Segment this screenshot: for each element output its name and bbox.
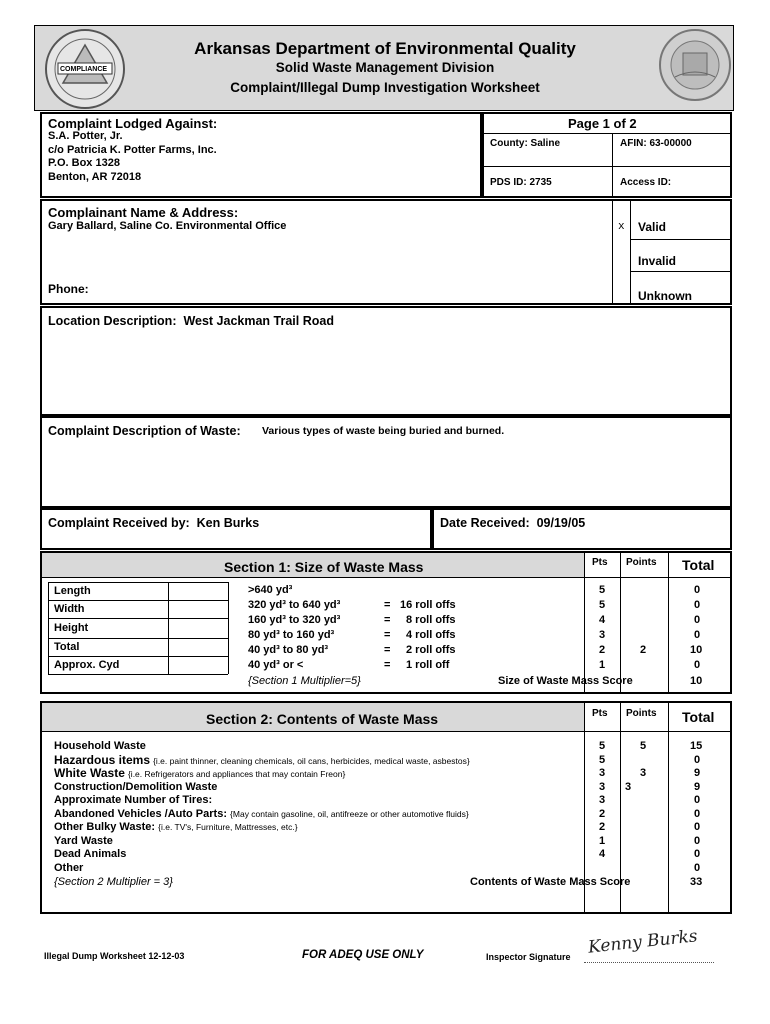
contents-row <box>42 821 730 834</box>
contents-label-text: Dead Animals <box>54 848 127 860</box>
size-range: 40 yd³ or < <box>248 659 304 671</box>
contents-label-text: Yard Waste <box>54 834 113 847</box>
size-row <box>42 641 730 657</box>
size-equals: = <box>384 599 391 611</box>
section2-title: Section 2: Contents of Waste Mass <box>206 711 439 727</box>
valid-checkmark[interactable]: x <box>618 221 625 233</box>
respondent-line-4: Benton, AR 72018 <box>48 171 142 183</box>
contents-label <box>54 808 469 821</box>
date-received-box <box>432 508 732 550</box>
signature-field[interactable] <box>584 928 714 963</box>
contents-pts: 3 <box>599 794 606 806</box>
contents-pts: 5 <box>599 753 606 766</box>
section1-total-header: Total <box>682 557 715 573</box>
contents-pts: 3 <box>599 767 606 779</box>
size-pts: 4 <box>599 614 606 626</box>
contents-pts: 2 <box>599 807 606 820</box>
contents-row <box>42 848 730 861</box>
size-range: 40 yd³ to 80 yd³ <box>248 644 329 656</box>
section2-score-row <box>42 876 730 889</box>
section1-title: Section 1: Size of Waste Mass <box>224 559 424 575</box>
size-equals: = <box>384 614 391 626</box>
location-value: West Jackman Trail Road <box>183 314 334 328</box>
respondent-line-2: c/o Patricia K. Potter Farms, Inc. <box>48 144 217 156</box>
size-points: 2 <box>640 644 647 656</box>
contents-row <box>42 835 730 848</box>
size-total: 0 <box>694 584 701 596</box>
size-rows <box>42 584 730 692</box>
contents-label-text: Hazardous items <box>54 752 151 767</box>
section2-pts-header: Pts <box>592 708 608 719</box>
contents-pts: 5 <box>599 740 606 752</box>
signature-label: Inspector Signature <box>486 952 571 962</box>
adeq-use-only: FOR ADEQ USE ONLY <box>302 949 424 961</box>
complainant-label: Complainant Name & Address: <box>48 205 239 220</box>
size-range: 320 yd³ to 640 yd³ <box>248 599 341 611</box>
page-info-box <box>482 112 732 198</box>
received-by-box <box>40 508 432 550</box>
size-row <box>42 629 730 642</box>
contents-row <box>42 754 730 767</box>
contents-label <box>54 767 345 781</box>
section2-table <box>40 701 732 914</box>
contents-label <box>54 821 298 834</box>
contents-row <box>42 740 730 753</box>
contents-total: 0 <box>694 807 701 820</box>
size-pts: 3 <box>599 629 606 641</box>
contents-rows <box>42 740 730 910</box>
contents-label-text: Household Waste <box>54 740 146 752</box>
form-id: Illegal Dump Worksheet 12-12-03 <box>44 951 185 961</box>
afin-field: AFIN: 63-00000 <box>620 138 692 149</box>
size-range: 160 yd³ to 320 yd³ <box>248 614 341 626</box>
contents-note: {i.e. paint thinner, cleaning chemicals, oil cans, herbicides, medical waste, asbestos} <box>153 755 470 766</box>
unknown-option[interactable]: Unknown <box>638 289 692 303</box>
contents-total: 9 <box>694 780 701 793</box>
contents-points: 3 <box>640 767 647 779</box>
date-received-label: Date Received: <box>440 516 530 530</box>
contents-pts: 1 <box>599 834 606 847</box>
phone-label: Phone: <box>48 282 89 296</box>
section1-score-row <box>42 675 730 688</box>
contents-row <box>42 767 730 780</box>
worksheet-title: Complaint/Illegal Dump Investigation Worksheet <box>230 80 540 95</box>
size-rolloffs: 2 roll offs <box>406 644 456 656</box>
size-total: 0 <box>694 659 701 671</box>
size-range: >640 yd³ <box>248 584 293 596</box>
contents-points: 5 <box>640 740 647 752</box>
size-total: 0 <box>694 614 701 626</box>
contents-row <box>42 862 730 875</box>
section2-points-header: Points <box>626 708 657 719</box>
size-rolloffs: 8 roll offs <box>406 614 456 626</box>
section1-score-label: Size of Waste Mass Score <box>498 675 633 687</box>
contents-total: 0 <box>694 848 701 860</box>
size-range: 80 yd³ to 160 yd³ <box>248 629 335 641</box>
complaint-against-label: Complaint Lodged Against: <box>48 116 218 131</box>
contents-total: 9 <box>694 767 701 779</box>
state-seal <box>659 29 731 101</box>
section1-points-header: Points <box>626 557 657 568</box>
contents-row <box>42 794 730 807</box>
section1-pts-header: Pts <box>592 557 608 568</box>
valid-option[interactable]: Valid <box>638 220 667 234</box>
size-total: 10 <box>690 644 703 656</box>
logo-label: COMPLIANCE <box>60 66 108 73</box>
page-number: Page 1 of 2 <box>568 116 637 131</box>
section1-table <box>40 551 732 694</box>
contents-label-text: Other <box>54 861 84 874</box>
respondent-line-3: P.O. Box 1328 <box>48 157 120 169</box>
location-label <box>48 315 334 328</box>
section1-header <box>42 553 584 578</box>
contents-pts: 3 <box>599 780 606 793</box>
size-row <box>42 584 730 597</box>
county-field: County: Saline <box>490 138 561 149</box>
access-id-field: Access ID: <box>620 177 672 188</box>
size-rolloffs: 4 roll offs <box>406 629 456 641</box>
size-pts: 5 <box>599 584 606 596</box>
waste-description-value: Various types of waste being buried and burned. <box>262 425 505 437</box>
size-pts: 2 <box>599 644 606 656</box>
contents-total: 0 <box>694 834 701 847</box>
date-received-value: 09/19/05 <box>536 516 586 530</box>
contents-note: {i.e. Refrigerators and appliances that may contain Freon} <box>127 769 346 779</box>
size-total: 0 <box>694 629 701 641</box>
size-rolloffs: 1 roll off <box>406 659 450 671</box>
section2-score-label: Contents of Waste Mass Score <box>470 876 631 888</box>
header-panel <box>34 25 734 111</box>
contents-label-text: Approximate Number of Tires: <box>54 794 213 806</box>
size-total: 0 <box>694 599 701 611</box>
waste-description-box <box>40 416 732 508</box>
section1-score: 10 <box>690 675 703 687</box>
location-box <box>40 306 732 416</box>
contents-pts: 4 <box>599 848 606 860</box>
inspector-signature: Kenny Burks <box>587 926 699 958</box>
contents-row <box>42 781 730 794</box>
respondent-line-1: S.A. Potter, Jr. <box>48 130 123 142</box>
size-row <box>42 614 730 627</box>
contents-pts: 2 <box>599 821 606 833</box>
waste-description-label: Complaint Description of Waste: <box>48 424 241 438</box>
contents-total: 0 <box>694 821 701 833</box>
size-equals: = <box>384 659 391 671</box>
size-pts: 5 <box>599 599 606 611</box>
received-by-value: Ken Burks <box>196 516 260 530</box>
contents-label-text: Abandoned Vehicles /Auto Parts: <box>54 807 227 820</box>
height-label: Height <box>54 622 89 634</box>
date-received <box>440 517 585 530</box>
section1-multiplier: {Section 1 Multiplier=5} <box>248 675 361 687</box>
contents-note: {May contain gasoline, oil, antifreeze or other automotive fluids} <box>230 808 469 819</box>
section2-score: 33 <box>690 876 703 888</box>
contents-total: 0 <box>694 753 701 766</box>
contents-row <box>42 808 730 821</box>
pds-id-field: PDS ID: 2735 <box>490 177 552 188</box>
contents-total: 0 <box>694 861 701 874</box>
size-equals: = <box>384 629 391 641</box>
contents-label-text: White Waste <box>54 766 125 780</box>
contents-points: 3 <box>625 780 632 793</box>
contents-label-text: Other Bulky Waste: <box>54 821 156 833</box>
received-by-label: Complaint Received by: <box>48 516 190 530</box>
division-title: Solid Waste Management Division <box>275 60 495 75</box>
section2-multiplier: {Section 2 Multiplier = 3} <box>54 876 173 888</box>
width-label: Width <box>54 603 85 615</box>
contents-note: {i.e. TV's, Furniture, Mattresses, etc.} <box>158 822 298 832</box>
complaint-against-box <box>40 112 482 198</box>
size-row <box>42 599 730 612</box>
location-label-text: Location Description: <box>48 314 177 328</box>
contents-total: 0 <box>694 794 701 806</box>
size-rolloffs: 16 roll offs <box>400 599 456 611</box>
size-pts: 1 <box>599 659 606 671</box>
agency-title: Arkansas Department of Environmental Quality <box>194 39 576 58</box>
approx-cyd-label: Approx. Cyd <box>54 659 120 671</box>
complainant-box <box>40 199 732 305</box>
size-equals: = <box>384 644 391 656</box>
length-label: Length <box>54 585 91 597</box>
received-by <box>48 517 259 530</box>
section2-total-header: Total <box>682 709 715 725</box>
contents-total: 15 <box>690 740 703 752</box>
size-row <box>42 659 730 672</box>
section2-header <box>42 703 584 732</box>
invalid-option[interactable]: Invalid <box>638 254 677 268</box>
contents-label-text: Construction/Demolition Waste <box>54 780 218 793</box>
total-dimension-label: Total <box>54 641 80 653</box>
complainant-value: Gary Ballard, Saline Co. Environmental Office <box>48 220 287 232</box>
